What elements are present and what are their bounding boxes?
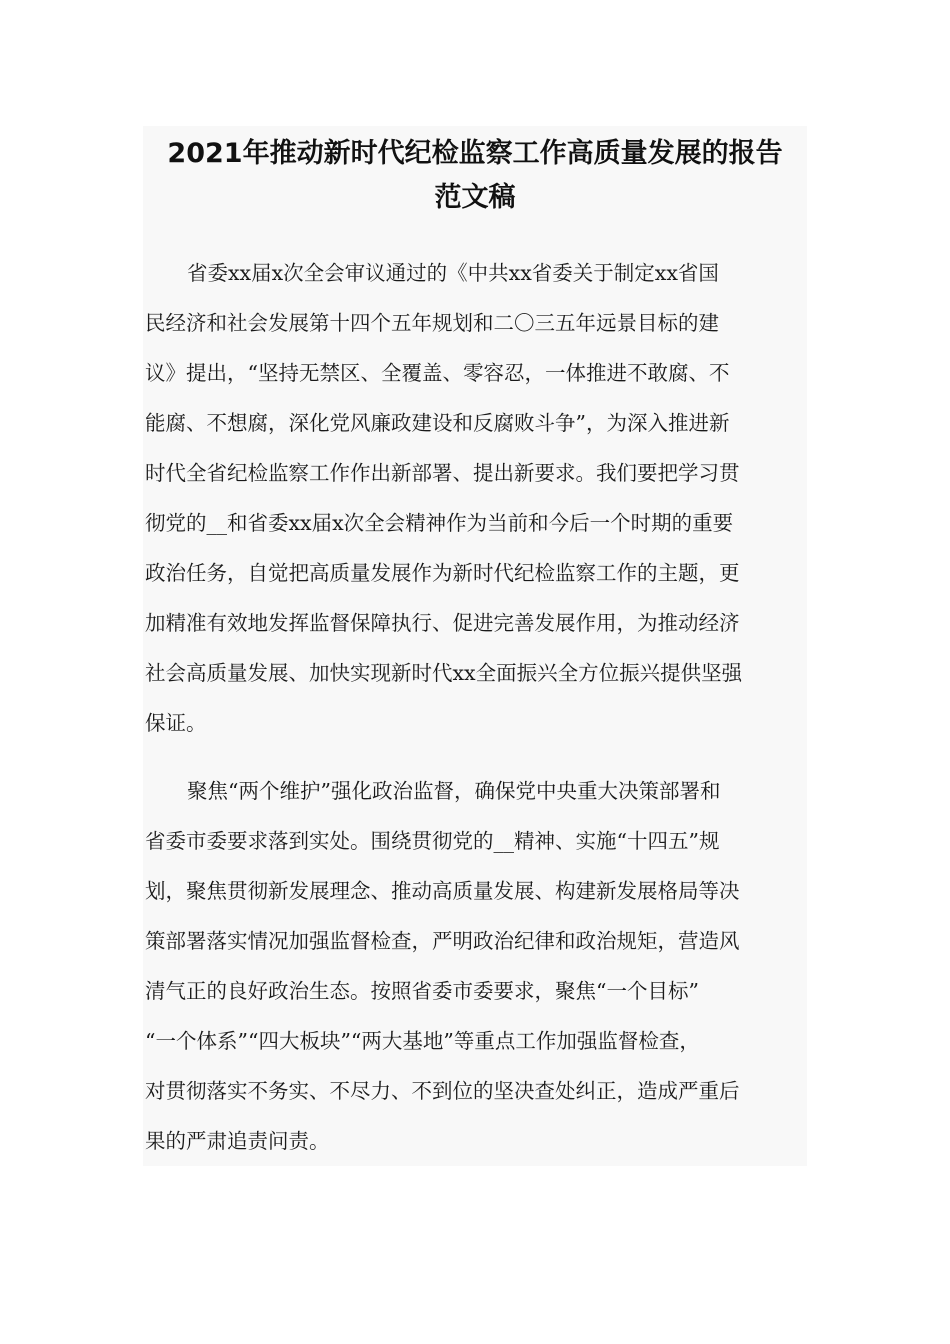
- paragraph-line: 民经济和社会发展第十四个五年规划和二〇三五年远景目标的建: [145, 311, 719, 335]
- paragraph-line: 策部署落实情况加强监督检查，严明政治纪律和政治规矩，营造风: [145, 929, 740, 953]
- paragraph-line: 省委xx届x次全会审议通过的《中共xx省委关于制定xx省国: [187, 261, 719, 285]
- paragraph-line: 彻党的__和省委xx届x次全会精神作为当前和今后一个时期的重要: [145, 511, 734, 535]
- paragraph-line: 划，聚焦贯彻新发展理念、推动高质量发展、构建新发展格局等决: [145, 879, 740, 903]
- title-line-2: 范文稿: [434, 182, 516, 213]
- title-line-1: 2021年推动新时代纪检监察工作高质量发展的报告: [167, 138, 783, 169]
- paragraph-line: 省委市委要求落到实处。围绕贯彻党的__精神、实施“十四五”规: [145, 829, 720, 853]
- paragraph-line: 加精准有效地发挥监督保障执行、促进完善发展作用，为推动经济: [145, 611, 740, 635]
- paragraph-line: 社会高质量发展、加快实现新时代xx全面振兴全方位振兴提供坚强: [145, 661, 743, 685]
- paragraph-2: [145, 766, 805, 1166]
- paragraph-line: 议》提出，“坚持无禁区、全覆盖、零容忍，一体推进不敢腐、不: [145, 361, 730, 385]
- paragraph-line: 果的严肃追责问责。: [145, 1129, 330, 1153]
- paragraph-line: 对贯彻落实不务实、不尽力、不到位的坚决查处纠正，造成严重后: [145, 1079, 740, 1103]
- document-title: [143, 132, 807, 220]
- paragraph-1: [145, 248, 805, 748]
- paragraph-line: 时代全省纪检监察工作作出新部署、提出新要求。我们要把学习贯: [145, 461, 740, 485]
- paragraph-line: 聚焦“两个维护”强化政治监督，确保党中央重大决策部署和: [187, 779, 721, 803]
- paragraph-line: “一个体系”“四大板块”“两大基地”等重点工作加强监督检查，: [145, 1029, 700, 1053]
- paragraph-line: 政治任务，自觉把高质量发展作为新时代纪检监察工作的主题，更: [145, 561, 740, 585]
- paragraph-line: 保证。: [145, 711, 207, 735]
- paragraph-line: 能腐、不想腐，深化党风廉政建设和反腐败斗争”，为深入推进新: [145, 411, 730, 435]
- paragraph-line: 清气正的良好政治生态。按照省委市委要求，聚焦“一个目标”: [145, 979, 699, 1003]
